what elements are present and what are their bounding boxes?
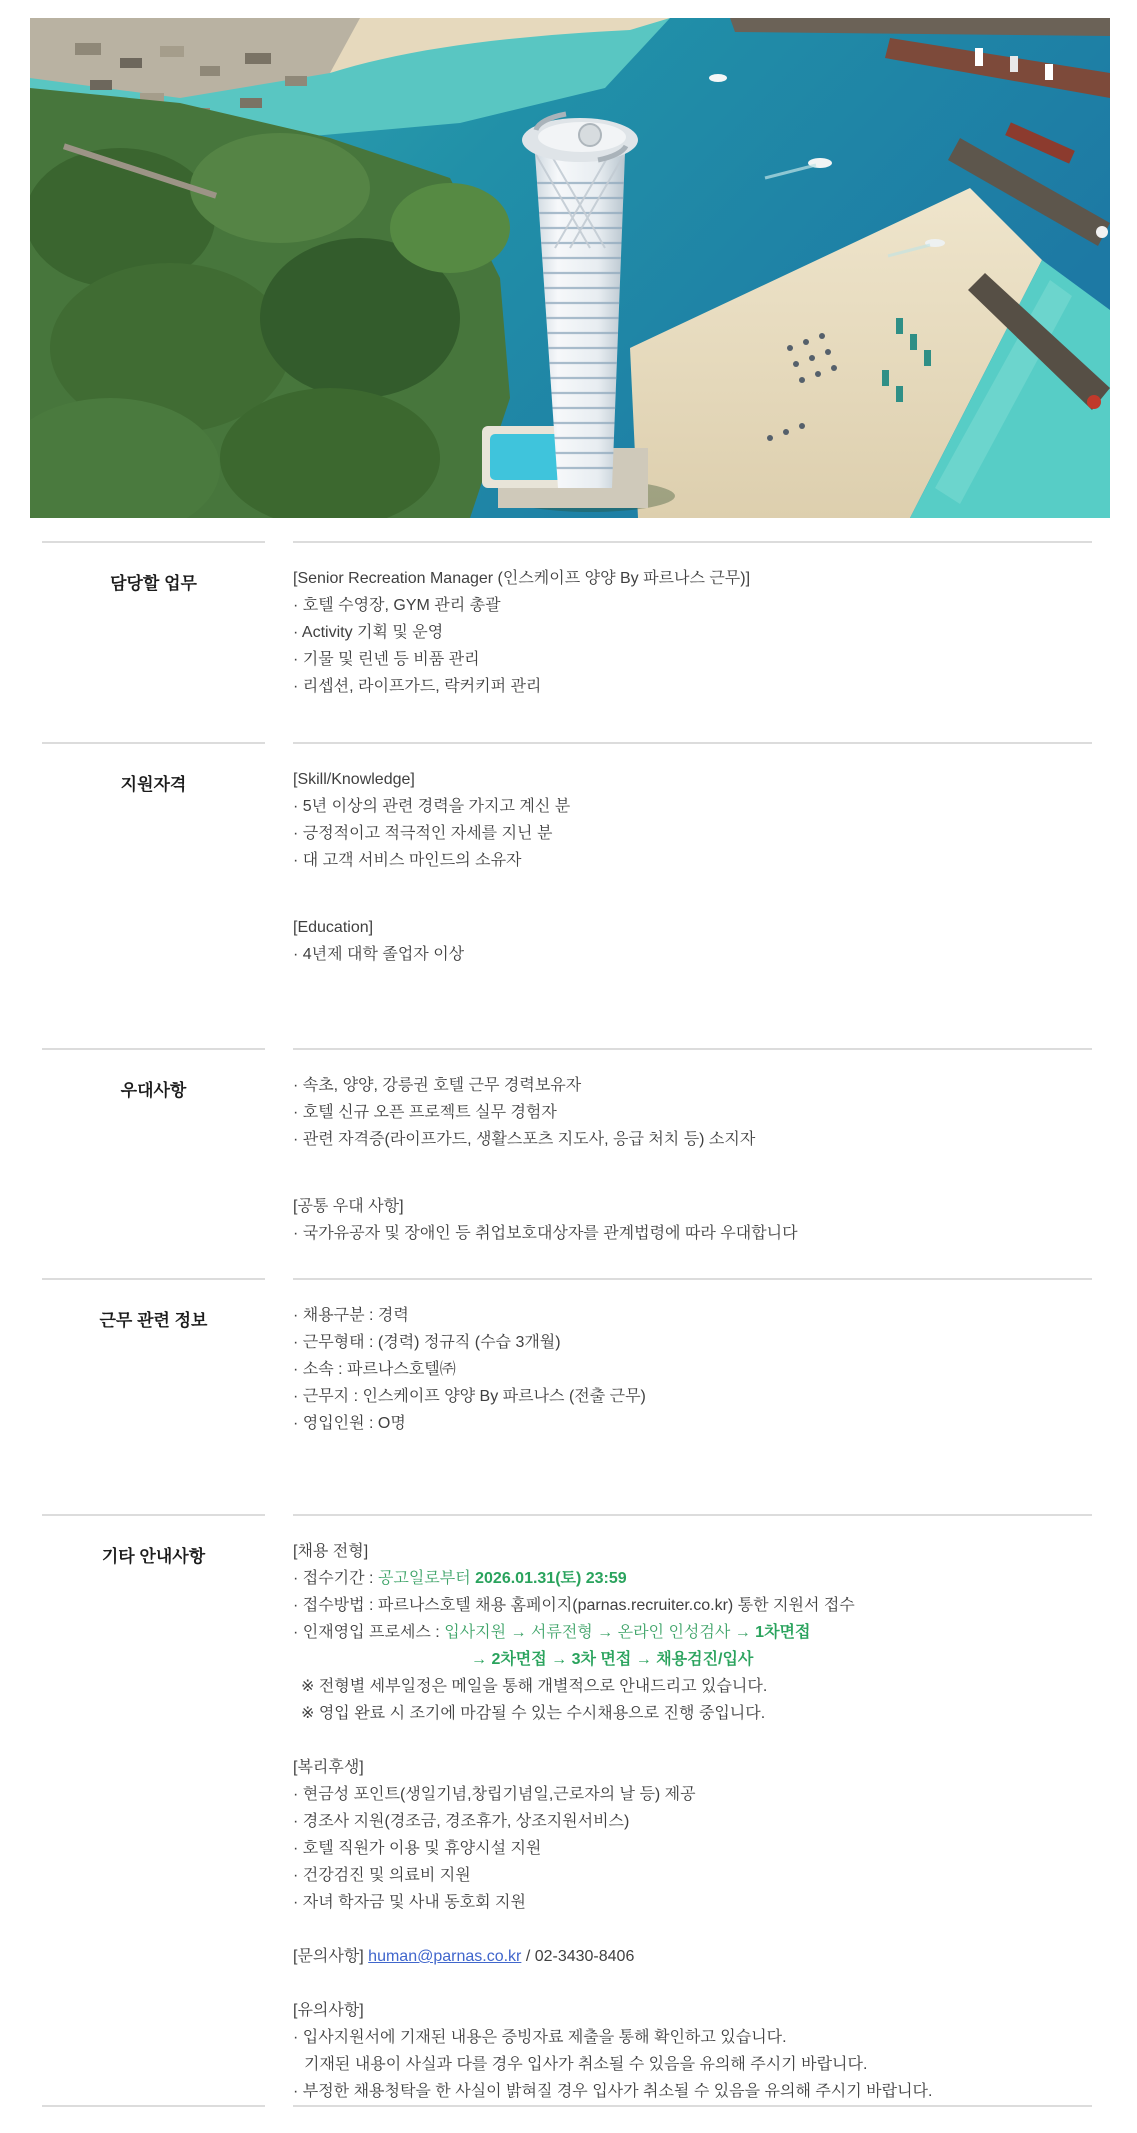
bottom-divider-right	[293, 2105, 1092, 2107]
section-label-text: 근무 관련 정보	[99, 1311, 208, 1330]
notice-line: · 입사지원서에 기재된 내용은 증빙자료 제출을 통해 확인하고 있습니다.	[293, 2029, 787, 2046]
period-deadline: 2026.01.31(토) 23:59	[475, 1570, 627, 1587]
work-info-line: · 소속 : 파르나스호텔㈜	[293, 1361, 456, 1378]
notice-line: · 부정한 채용청탁을 한 사실이 밝혀질 경우 입사가 취소될 수 있음을 유의해 주시기 바랍니다.	[293, 2083, 933, 2100]
job-info-table	[0, 541, 1137, 2133]
section-label-text: 담당할 업무	[110, 574, 197, 593]
section-qualifications-content	[293, 742, 1092, 1048]
duty-title-line: [Senior Recreation Manager (인스케이프 양양 By 파르나스 근무)]	[293, 570, 751, 587]
section-qualifications-label	[42, 742, 265, 1048]
contact-phone: / 02-3430-8406	[521, 1948, 635, 1965]
section-label-text: 기타 안내사항	[101, 1547, 206, 1566]
preferred-line: · 호텔 신규 오픈 프로젝트 실무 경험자	[293, 1104, 557, 1121]
section-preferred-label	[42, 1048, 265, 1278]
period-label: · 접수기간 :	[293, 1570, 378, 1587]
work-info-line: · 영입인원 : O명	[293, 1415, 406, 1432]
qualification-line: · 대 고객 서비스 마인드의 소유자	[293, 852, 522, 869]
contact-line	[293, 1943, 1092, 1970]
welfare-line: · 자녀 학자금 및 사내 동호회 지원	[293, 1894, 526, 1911]
section-duties	[0, 541, 1137, 742]
lighthouse-white	[1096, 226, 1108, 238]
process-label: · 인재영입 프로세스 :	[293, 1624, 445, 1641]
education-header: [Education]	[293, 919, 374, 936]
section-preferred	[0, 1048, 1137, 1278]
notice-line: 기재된 내용이 사실과 다를 경우 입사가 취소될 수 있음을 유의해 주시기 바랍니다.	[304, 2056, 868, 2073]
process-note: ※ 영입 완료 시 조기에 마감될 수 있는 수시채용으로 진행 중입니다.	[301, 1705, 766, 1722]
section-other-info	[0, 1514, 1137, 2105]
hiring-process-line	[293, 1619, 1092, 1646]
notice-header: [유의사항]	[293, 2002, 364, 2019]
preferred-line: · 관련 자격증(라이프가드, 생활스포츠 지도사, 응급 처치 등) 소지자	[293, 1131, 756, 1148]
section-duties-label	[42, 541, 265, 742]
duty-line: · Activity 기획 및 운영	[293, 624, 444, 641]
duty-line: · 호텔 수영장, GYM 관리 총괄	[293, 597, 501, 614]
welfare-header: [복리후생]	[293, 1759, 364, 1776]
section-label-text: 우대사항	[120, 1081, 187, 1100]
contact-email-link[interactable]: human@parnas.co.kr	[368, 1948, 522, 1965]
section-other-info-content	[293, 1514, 1092, 2105]
application-period-line	[293, 1565, 1092, 1592]
section-preferred-content	[293, 1048, 1092, 1278]
qualification-line: · 5년 이상의 관련 경력을 가지고 계신 분	[293, 798, 571, 815]
welfare-line: · 건강검진 및 의료비 지원	[293, 1867, 471, 1884]
hiring-process-line-2: → 2차면접 → 3차 면접 → 채용검진/입사	[471, 1651, 754, 1668]
duty-line: · 리셉션, 라이프가드, 락커키퍼 관리	[293, 678, 542, 695]
hotel-aerial-illustration	[30, 18, 1110, 518]
common-preferred-line: · 국가유공자 및 장애인 등 취업보호대상자를 관계법령에 따라 우대합니다	[293, 1225, 798, 1242]
section-work-info-content	[293, 1278, 1092, 1514]
section-work-info-label	[42, 1278, 265, 1514]
section-label-text: 지원자격	[120, 775, 187, 794]
lighthouse-red	[1087, 395, 1101, 409]
bottom-divider-left	[42, 2105, 265, 2107]
section-duties-content	[293, 541, 1092, 742]
contact-label: [문의사항]	[293, 1948, 369, 1965]
welfare-line: · 호텔 직원가 이용 및 휴양시설 지원	[293, 1840, 542, 1857]
bottom-divider	[0, 2105, 1137, 2107]
hotel-aerial-photo	[30, 18, 1110, 518]
section-work-info	[0, 1278, 1137, 1514]
section-qualifications	[0, 742, 1137, 1048]
preferred-line: · 속초, 양양, 강릉권 호텔 근무 경력보유자	[293, 1077, 582, 1094]
work-info-line: · 근무형태 : (경력) 정규직 (수습 3개월)	[293, 1334, 561, 1351]
process-step-first-interview: 1차면접	[755, 1624, 811, 1641]
qualification-line: · 긍정적이고 적극적인 자세를 지닌 분	[293, 825, 553, 842]
welfare-line: · 현금성 포인트(생일기념,창립기념일,근로자의 날 등) 제공	[293, 1786, 696, 1803]
process-note: ※ 전형별 세부일정은 메일을 통해 개별적으로 안내드리고 있습니다.	[301, 1678, 768, 1695]
work-info-line: · 채용구분 : 경력	[293, 1307, 409, 1324]
duty-line: · 기물 및 린넨 등 비품 관리	[293, 651, 480, 668]
section-other-info-label	[42, 1514, 265, 2105]
work-info-line: · 근무지 : 인스케이프 양양 By 파르나스 (전출 근무)	[293, 1388, 646, 1405]
process-steps: 입사지원 → 서류전형 → 온라인 인성검사 →	[444, 1624, 756, 1641]
skill-header: [Skill/Knowledge]	[293, 771, 415, 788]
period-value: 공고일로부터	[377, 1570, 476, 1587]
recruit-process-header: [채용 전형]	[293, 1543, 369, 1560]
common-preferred-header: [공통 우대 사항]	[293, 1198, 404, 1215]
application-method-line: · 접수방법 : 파르나스호텔 채용 홈페이지(parnas.recruiter.co.kr) 통한 지원서 접수	[293, 1597, 855, 1614]
helipad	[579, 124, 601, 146]
welfare-line: · 경조사 지원(경조금, 경조휴가, 상조지원서비스)	[293, 1813, 630, 1830]
education-line: · 4년제 대학 졸업자 이상	[293, 946, 465, 963]
